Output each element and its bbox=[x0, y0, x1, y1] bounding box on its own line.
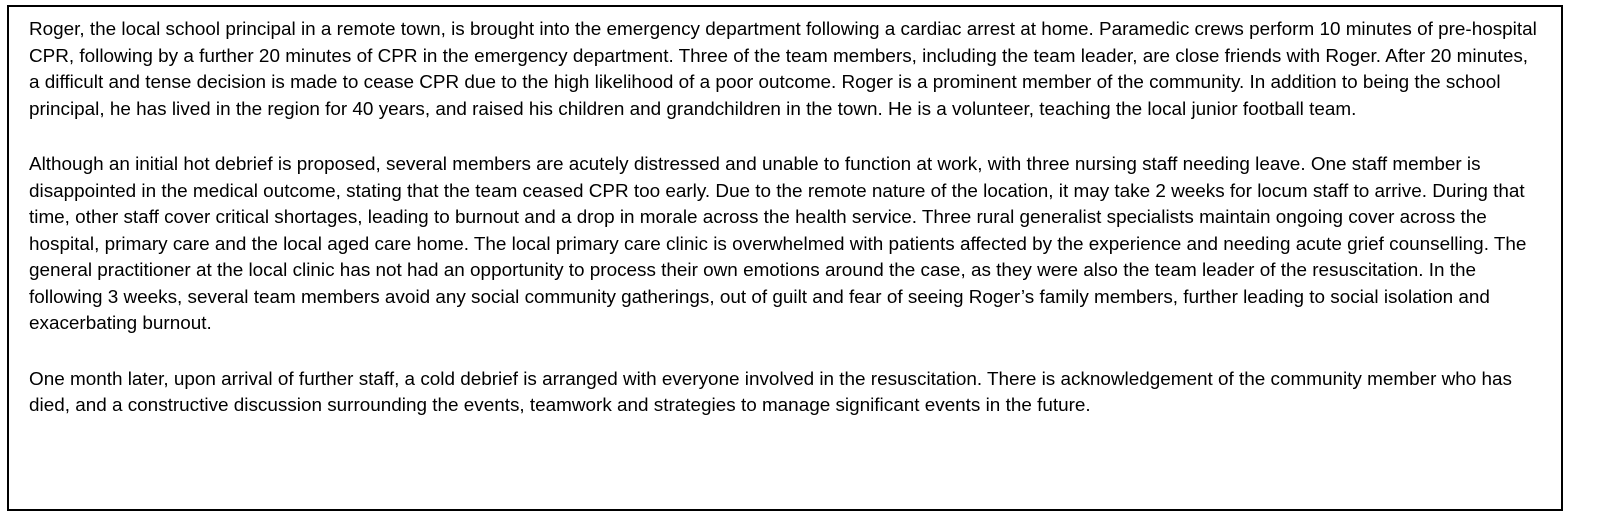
case-study-box bbox=[7, 5, 1563, 511]
case-paragraph-3: One month later, upon arrival of further staff, a cold debrief is arranged with everyone involved in the resuscitation. There is acknowledgement of the community member who has died, and a constructive discussion surrounding the events, teamwork and strategies to manage significant events in the future. bbox=[29, 368, 1512, 416]
case-paragraph-1: Roger, the local school principal in a remote town, is brought into the emergency department following a cardiac arrest at home. Paramedic crews perform 10 minutes of pre-hospital CPR, following by a further 20 minutes of CPR in the emergency department. Three of the team members, including the team leader, are close friends with Roger. After 20 minutes, a difficult and tense decision is made to cease CPR due to the high likelihood of a poor outcome. Roger is a prominent member of the community. In addition to being the school principal, he has lived in the region for 40 years, and raised his children and grandchildren in the town. He is a volunteer, teaching the local junior football team. bbox=[29, 19, 1537, 120]
case-paragraph-2: Although an initial hot debrief is proposed, several members are acutely distressed and unable to function at work, with three nursing staff needing leave. One staff member is disappointed in the medical outcome, stating that the team ceased CPR too early. Due to the remote nature of the location, it may take 2 weeks for locum staff to arrive. During that time, other staff cover critical shortages, leading to burnout and a drop in morale across the health service. Three rural generalist specialists maintain ongoing cover across the hospital, primary care and the local aged care home. The local primary care clinic is overwhelmed with patients affected by the experience and needing acute grief counselling. The general practitioner at the local clinic has not had an opportunity to process their own emotions around the case, as they were also the team leader of the resuscitation. In the following 3 weeks, several team members avoid any social community gatherings, out of guilt and fear of seeing Roger’s family members, further leading to social isolation and exacerbating burnout. bbox=[29, 154, 1527, 334]
